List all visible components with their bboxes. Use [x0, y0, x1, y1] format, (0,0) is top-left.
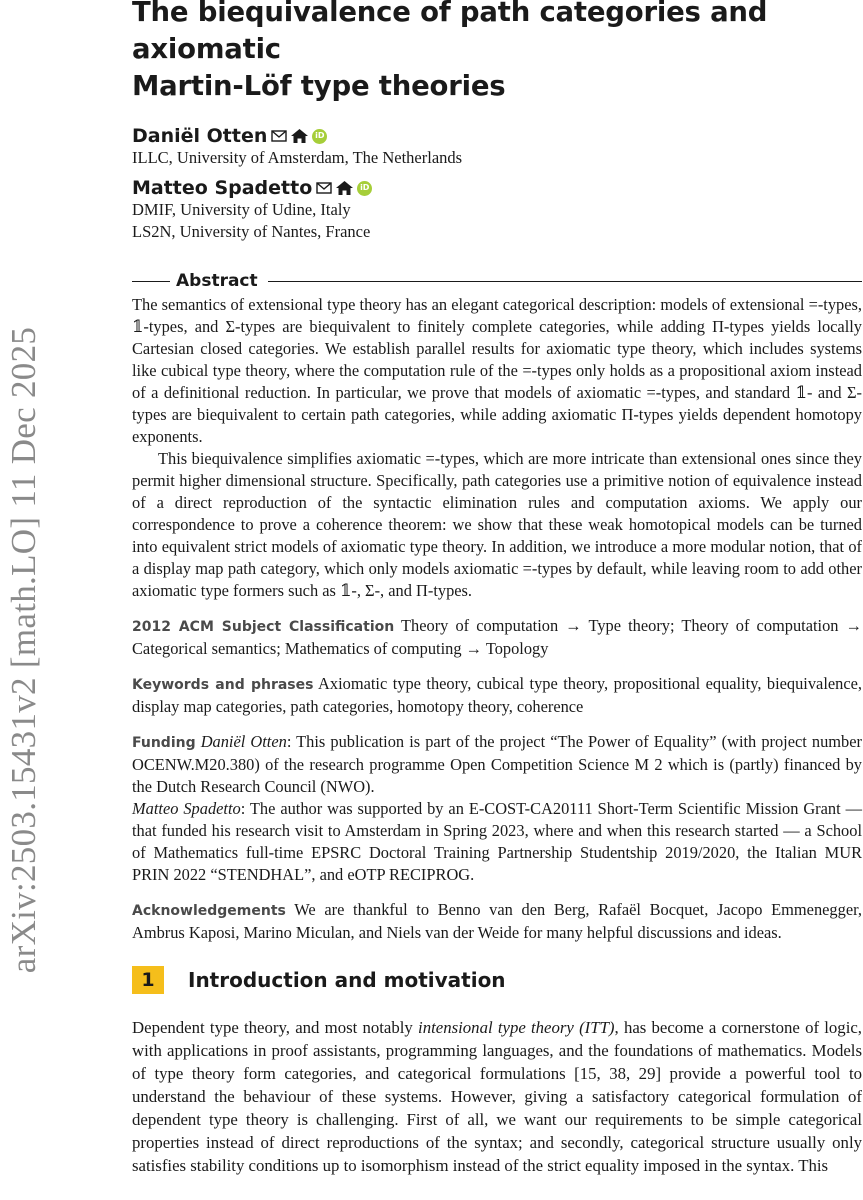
acm-label: 2012 ACM Subject Classification [132, 619, 395, 635]
email-icon[interactable] [316, 182, 332, 194]
paper-title [132, 0, 862, 105]
section-title: Introduction and motivation [188, 968, 506, 992]
acm-classification [132, 615, 862, 660]
intro-text-post: , has become a cornerstone of logic, with applications in proof assistants, programming languages, and the foundations of mathematics. Models of type theory form categories, and categorical formulations [15, 38, 29] provide a powerful tool to understand the behaviour of these systems. However, giving a satisfactory categorical formulation of dependent type theory is challenging. First of all, we want our requirements to be simple categorical properties instead of direct reproductions of the syntax; and secondly, categorical structure usually only satisfies stability conditions up to isomorphism instead of the strict equality imposed in the syntax. This [132, 1018, 863, 1175]
section-number-badge: 1 [132, 966, 164, 994]
abstract-label: Abstract [176, 271, 258, 291]
funding-name-2: Matteo Spadetto [132, 799, 241, 818]
paper-page [132, 0, 862, 1177]
author-block-1 [132, 125, 862, 169]
funding-2 [132, 798, 862, 886]
acknowledgements-label: Acknowledgements [132, 903, 286, 919]
affiliation: LS2N, University of Nantes, France [132, 222, 371, 241]
author-block-2 [132, 177, 862, 243]
acknowledgements-text: We are thankful to Benno van den Berg, Rafaël Bocquet, Jacopo Emmenegger, Ambrus Kaposi, Marino Miculan, and Niels van der Weide for many helpful discussions and ideas. [132, 900, 862, 942]
abstract-paragraph-2: This biequivalence simplifies axiomatic =-types, which are more intricate than extensional ones since they permit higher dimensional structure. Specifically, path categories use a primitive notion of equivalence instead of a direct reproduction of the syntactic elimination rules and computation axioms. We apply our correspondence to prove a coherence theorem: we show that these weak homotopical models can be turned into equivalent strict models of axiomatic type theory. In addition, we introduce a more modular notion, that of a display map path category, which only models axiomatic =-types by default, while leaving room to add other axiomatic type formers such as 𝟙-, Σ-, and Π-types. [132, 449, 862, 600]
heading-rule [268, 281, 862, 282]
intro-text-italic: intensional type theory (ITT) [418, 1018, 615, 1037]
heading-rule [132, 281, 170, 282]
keywords-label: Keywords and phrases [132, 677, 314, 693]
affiliation: ILLC, University of Amsterdam, The Netherlands [132, 148, 463, 167]
funding-label: Funding [132, 735, 196, 751]
acknowledgements [132, 899, 862, 944]
home-icon[interactable] [291, 129, 308, 143]
section-heading [132, 966, 862, 994]
home-icon[interactable] [336, 181, 353, 195]
author-name: Matteo Spadetto [132, 177, 313, 199]
funding [132, 731, 862, 798]
intro-text-pre: Dependent type theory, and most notably [132, 1018, 419, 1037]
acm-text: Theory of computation → Type theory; Theory of computation → Categorical semantics; Mathematics of computing → Topology [132, 616, 862, 658]
affiliation: DMIF, University of Udine, Italy [132, 200, 351, 219]
author-name-row [132, 125, 862, 147]
author-name-row [132, 177, 862, 199]
author-name: Daniël Otten [132, 125, 268, 147]
funding-name-1: Daniël Otten [200, 732, 287, 751]
arxiv-identifier: arXiv:2503.15431v2 [math.LO] 11 Dec 2025 [4, 326, 44, 974]
title-line-1: The biequivalence of path categories and axiomatic [132, 0, 768, 65]
title-line-2: Martin-Löf type theories [132, 70, 506, 102]
funding-text-1: : This publication is part of the project “The Power of Equality” (with project number OCENW.M20.380) of the research programme Open Competition Science M 2 which is (partly) financed by the Dutch Research Council (NWO). [132, 732, 862, 796]
keywords [132, 673, 862, 718]
orcid-icon[interactable]: iD [312, 129, 327, 144]
intro-paragraph [132, 1016, 862, 1177]
keywords-text: Axiomatic type theory, cubical type theory, propositional equality, biequivalence, display map categories, path categories, homotopy theory, coherence [132, 674, 863, 716]
orcid-icon[interactable]: iD [357, 181, 372, 196]
abstract-heading [132, 271, 862, 291]
email-icon[interactable] [271, 130, 287, 142]
arxiv-sidebar [4, 290, 44, 1010]
funding-text-2: : The author was supported by an E-COST-CA20111 Short-Term Scientific Mission Grant — that funded his research visit to Amsterdam in Spring 2023, where and when this research started — a School of Mathematics full-time EPSRC Doctoral Training Partnership Studentship 2019/2020, the Italian MUR PRIN 2022 “STENDHAL”, and eOTP RECIPROG. [132, 799, 862, 884]
abstract-paragraph-1: The semantics of extensional type theory has an elegant categorical description: models of extensional =-types, 𝟙-types, and Σ-types are biequivalent to finitely complete categories, while adding Π-types yields locally Cartesian closed categories. We establish parallel results for axiomatic type theory, which includes systems like cubical type theory, where the computation rule of the =-types only holds as a propositional axiom instead of a definitional reduction. In particular, we prove that models of axiomatic =-types, and standard 𝟙- and Σ-types are biequivalent to certain path categories, while adding axiomatic Π-types yields dependent homotopy exponents. [132, 295, 862, 446]
